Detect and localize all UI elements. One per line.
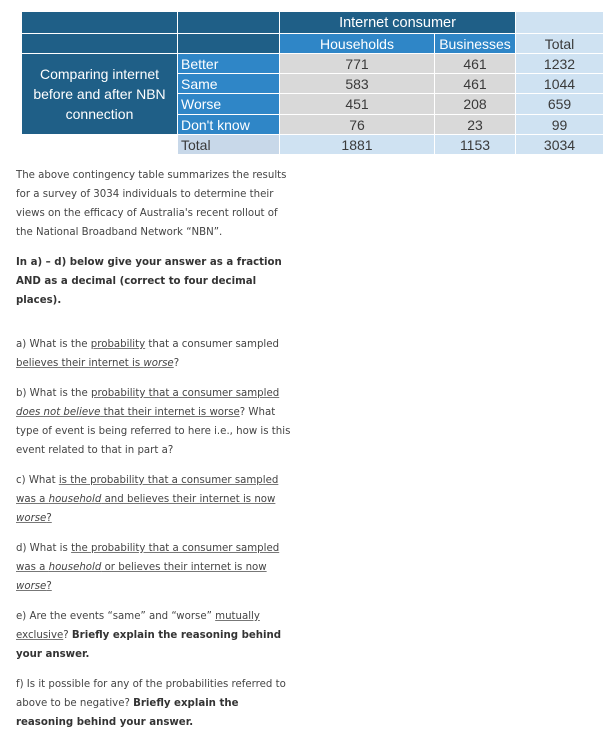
row-group-header: Comparing internet before and after NBN connection [22,54,177,134]
cell-better-businesses: 461 [435,54,515,73]
spacer [16,528,291,539]
cell-same-total: 1044 [516,74,603,93]
cell-same-households: 583 [280,74,434,93]
col-header-businesses: Businesses [435,34,515,53]
cell-dont-know-businesses: 23 [435,115,515,134]
col-header-households: Households [280,34,434,53]
corner-cell-3 [22,34,177,53]
question-f: f) Is it possible for any of the probabilities referred to above to be negative? Briefly explain the reasoning behind your answer. [16,679,286,728]
corner-cell-2 [178,12,279,33]
cell-grand-total: 3034 [516,135,603,154]
spacer [16,596,291,607]
total-header-top [516,12,603,33]
cell-worse-households: 451 [280,94,434,114]
cell-worse-businesses: 208 [435,94,515,114]
row-label-total: Total [178,135,279,154]
spacer [16,310,291,335]
corner-cell [22,12,177,33]
intro-paragraph: The above contingency table summarizes the results for a survey of 3034 individuals to determine their views on the efficacy of Australia's recent rollout of the National Broadband Network “NBN”. [16,170,287,238]
spacer [16,664,291,675]
row-label-same: Same [178,74,279,93]
cell-dont-know-total: 99 [516,115,603,134]
cell-worse-total: 659 [516,94,603,114]
spacer [16,373,291,384]
question-b: b) What is the probability that a consumer sampled does not believe that their internet is worse? What type of event is being referred to here i.e., how is this event related to that in part a? [16,388,291,456]
row-label-dont-know: Don't know [178,115,279,134]
row-label-worse: Worse [178,94,279,114]
question-a: a) What is the probability that a consumer sampled believes their internet is worse? [16,339,279,369]
mutually-exclusive-link[interactable]: mutually exclusive [16,611,260,641]
corner-cell-4 [178,34,279,53]
contingency-table [0,0,609,160]
spacer [16,242,291,253]
cell-dont-know-households: 76 [280,115,434,134]
cell-same-businesses: 461 [435,74,515,93]
cell-better-total: 1232 [516,54,603,73]
cell-total-businesses: 1153 [435,135,515,154]
question-d: d) What is the probability that a consumer sampled was a household or believes their internet is now worse? [16,543,280,592]
group-header: Internet consumer [280,12,515,33]
spacer [16,460,291,471]
question-body [16,166,291,732]
probability-link[interactable]: probability [90,339,146,350]
question-e: e) Are the events “same” and “worse” mutually exclusive? Briefly explain the reasoning behind your answer. [16,611,282,660]
question-c: c) What is the probability that a consumer sampled was a household and believes their internet is now worse? [16,475,279,524]
cell-total-households: 1881 [280,135,434,154]
cell-better-households: 771 [280,54,434,73]
row-label-better: Better [178,54,279,73]
instruction-paragraph: In a) – d) below give your answer as a fraction AND as a decimal (correct to four decimal places). [16,257,282,306]
col-header-total: Total [516,34,603,53]
